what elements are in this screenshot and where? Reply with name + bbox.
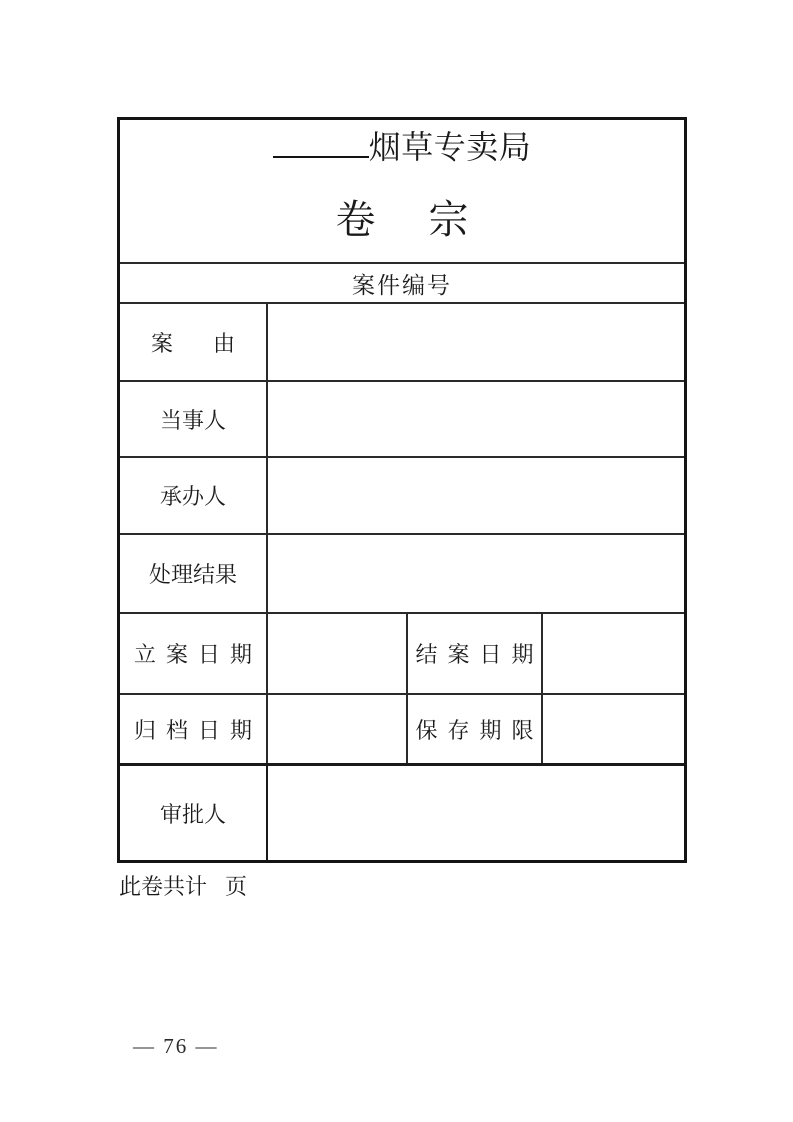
case-cause-label: 案由	[150, 330, 275, 356]
total-pages-note	[119, 874, 247, 900]
org-name-text: 烟草专卖局	[368, 129, 532, 165]
party-field	[268, 382, 684, 456]
row-filing-date	[120, 614, 684, 695]
approver-label: 审批人	[159, 801, 226, 827]
row-approver	[120, 766, 684, 860]
row-handler	[120, 458, 684, 535]
page-number: — 76 —	[133, 1034, 219, 1058]
filing-date-label-cell	[120, 614, 268, 693]
filing-date-label: 立案日期	[133, 642, 262, 667]
retention-period-label-cell	[408, 695, 543, 763]
row-archive-date	[120, 695, 684, 766]
org-name-line	[120, 120, 684, 168]
retention-period-field	[543, 695, 684, 763]
volume-title: 卷宗	[335, 197, 522, 242]
total-pages-note-suffix: 页	[225, 874, 248, 899]
row-result	[120, 535, 684, 614]
case-cause-label-cell	[120, 304, 275, 380]
case-cause-field	[268, 304, 684, 380]
org-name-blank	[273, 156, 369, 158]
approver-field	[268, 766, 684, 860]
volume-title-line	[120, 196, 684, 244]
archive-date-label-cell	[120, 695, 268, 763]
closing-date-label-cell	[408, 614, 543, 693]
retention-period-label: 保存期限	[415, 717, 544, 743]
case-number-row	[120, 264, 684, 304]
row-party	[120, 382, 684, 458]
title-block	[120, 120, 684, 264]
row-case-cause	[120, 304, 684, 382]
closing-date-field	[543, 614, 684, 693]
party-label-cell	[120, 382, 268, 456]
handler-field	[268, 458, 684, 533]
party-label: 当事人	[159, 407, 226, 433]
archive-date-field	[268, 695, 408, 763]
total-pages-note-prefix: 此卷共计	[119, 874, 208, 899]
result-label-cell	[120, 535, 268, 612]
filing-date-field	[268, 614, 408, 693]
archive-date-label: 归档日期	[133, 717, 262, 743]
result-field	[268, 535, 684, 612]
case-file-cover-table	[117, 117, 687, 863]
approver-label-cell	[120, 766, 268, 860]
case-number-label: 案件编号	[352, 272, 452, 298]
handler-label: 承办人	[159, 484, 226, 509]
handler-label-cell	[120, 458, 268, 533]
closing-date-label: 结案日期	[415, 642, 544, 667]
result-label: 处理结果	[148, 562, 237, 587]
